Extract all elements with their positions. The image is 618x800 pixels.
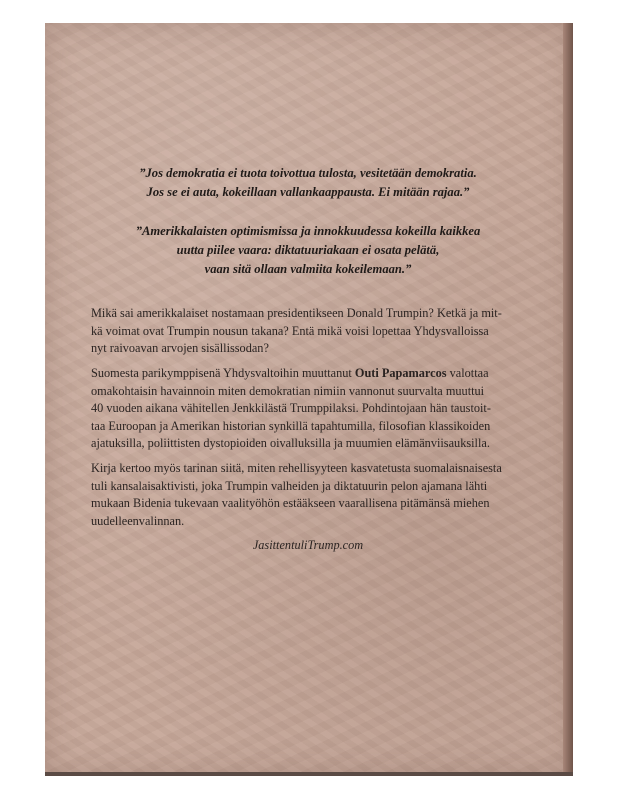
quote-optimismi <box>45 222 571 279</box>
blurb-paragraph-1 <box>91 305 529 358</box>
author-name: Outi Papamarcos <box>354 366 447 380</box>
text-line: omakohtaisin havainnoin miten demokratian nimiin vannonut suurvalta muuttui <box>91 383 485 398</box>
back-cover <box>45 23 571 775</box>
text-line: uudelleenvalinnan. <box>91 513 185 528</box>
text-line: 40 vuoden aikana vähitellen Jenkkilästä Trumppilaksi. Pohdintojaan hän taustoit- <box>91 401 491 416</box>
cover-bottom-edge <box>45 772 573 776</box>
text-line <box>91 365 529 383</box>
text-fragment: Suomesta parikymppisenä Yhdysvaltoihin muuttanut <box>91 366 355 380</box>
blurb-paragraph-3 <box>91 460 529 530</box>
text-fragment: valottaa <box>446 366 489 380</box>
blurb-paragraph-2 <box>91 365 529 453</box>
website-url: JasittentuliTrump.com <box>252 538 364 552</box>
quote-line: vaan sitä ollaan valmiita kokeilemaan.” <box>204 262 412 276</box>
quote-demokratia <box>45 164 571 202</box>
quote-line: Jos se ei auta, kokeillaan vallankaappausta. Ei mitään rajaa.” <box>146 185 470 199</box>
text-line: tuli kansalaisaktivisti, joka Trumpin valheiden ja diktatuurin pelon ajamana lähti <box>91 478 488 493</box>
text-line: kä voimat ovat Trumpin nousun takana? Entä mikä voisi lopettaa Yhdysvalloissa <box>91 323 489 338</box>
text-line: mukaan Bidenia tukevaan vaalityöhön estääkseen vaarallisena pitämänsä miehen <box>91 496 490 511</box>
text-line: nyt raivoavan arvojen sisällissodan? <box>91 341 269 356</box>
text-line: taa Euroopan ja Amerikan historian synkillä tapahtumilla, filosofian klassikoiden <box>91 418 491 433</box>
quote-line: ”Jos demokratia ei tuota toivottua tulosta, vesitetään demokratia. <box>139 166 477 180</box>
quote-line: ”Amerikkalaisten optimismissa ja innokkuudessa kokeilla kaikkea <box>135 224 481 238</box>
text-line: Mikä sai amerikkalaiset nostamaan presidentikseen Donald Trumpin? Ketkä ja mit- <box>91 306 502 320</box>
quote-line: uutta piilee vaara: diktatuuriakaan ei osata pelätä, <box>176 243 440 257</box>
cover-edge <box>563 23 573 775</box>
text-line: Kirja kertoo myös tarinan siitä, miten rehellisyyteen kasvatetusta suomalaisnaisesta <box>91 461 502 475</box>
text-line: ajatuksilla, poliittisten dystopioiden oivalluksilla ja muumien elämänviisauksilla. <box>91 436 490 451</box>
